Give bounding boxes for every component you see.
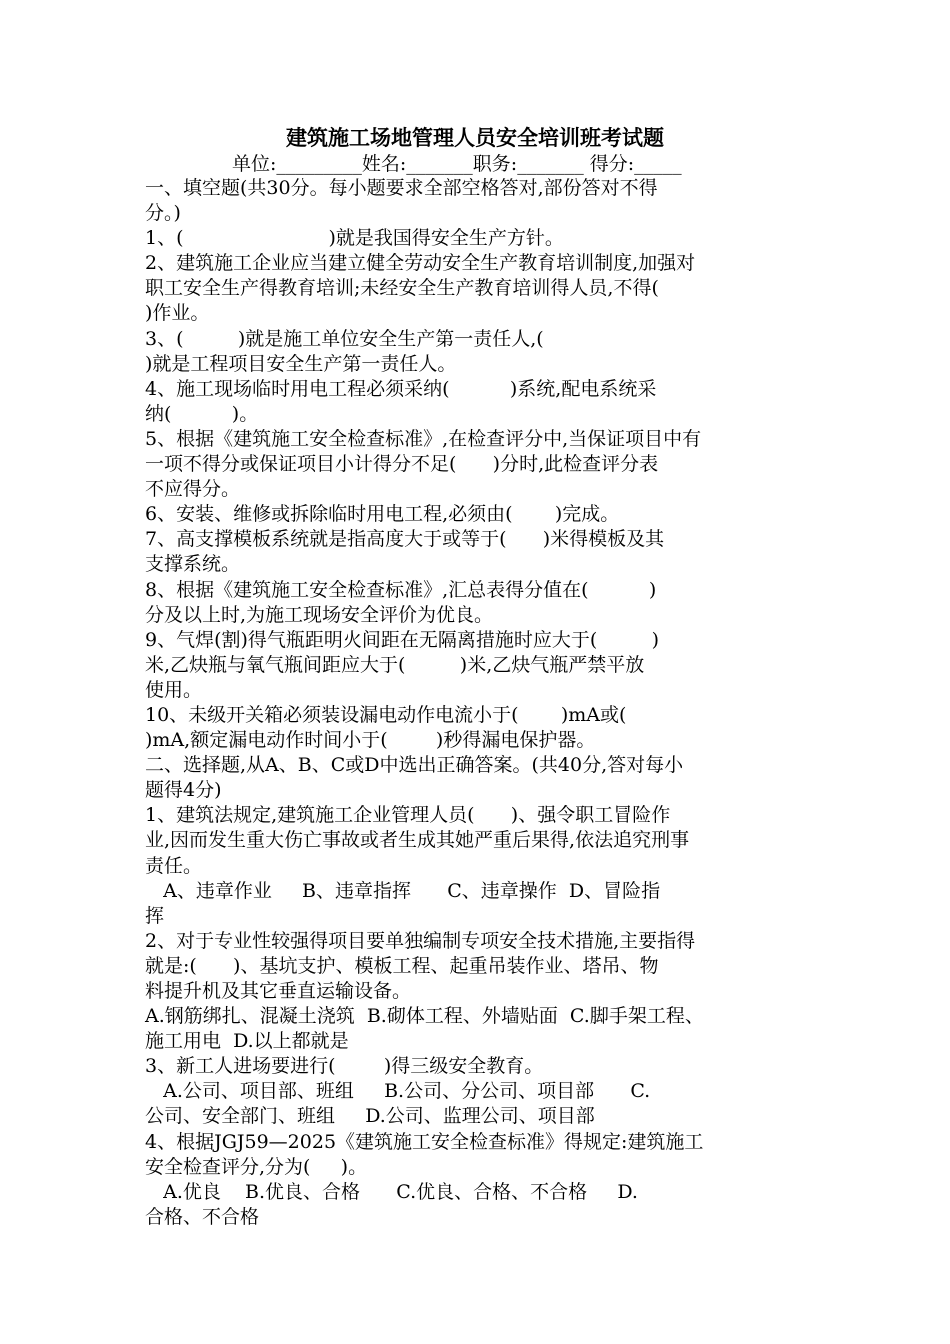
text-line: 就是:( )、基坑支护、模板工程、起重吊装作业、塔吊、物 — [145, 954, 659, 977]
text-line: 8、根据《建筑施工安全检查标准》,汇总表得分值在( ) — [145, 578, 657, 601]
exam-title: 建筑施工场地管理人员安全培训班考试题 — [286, 126, 664, 150]
text-line: 1、( )就是我国得安全生产方针。 — [145, 227, 564, 250]
text-line: 使用。 — [145, 678, 203, 701]
text-line: 2、建筑施工企业应当建立健全劳动安全生产教育培训制度,加强对 — [145, 252, 696, 275]
text-line: )mA,额定漏电动作时间小于( )秒得漏电保护器。 — [145, 729, 596, 752]
text-line: 题得4分) — [145, 779, 222, 802]
exam-body — [145, 176, 805, 1230]
text-line: 3、( )就是施工单位安全生产第一责任人,( — [145, 327, 544, 350]
text-line: A.优良 B.优良、合格 C.优良、合格、不合格 D. — [145, 1180, 638, 1203]
text-line: 2、对于专业性较强得项目要单独编制专项安全技术措施,主要指得 — [145, 929, 696, 952]
text-line: 支撑系统。 — [145, 553, 241, 576]
text-line: 职工安全生产得教育培训;未经安全生产教育培训得人员,不得( — [145, 277, 659, 300]
candidate-info-line: 单位:_________姓名:_______职务:_______ 得分:_____ — [232, 153, 682, 175]
text-line: 分及以上时,为施工现场安全评价为优良。 — [145, 603, 494, 626]
text-line: 施工用电 D.以上都就是 — [145, 1030, 349, 1053]
text-line: 一项不得分或保证项目小计得分不足( )分时,此检查评分表 — [145, 453, 659, 476]
text-line: A.公司、项目部、班组 B.公司、分公司、项目部 C. — [145, 1080, 651, 1103]
text-line: A.钢筋绑扎、混凝土浇筑 B.砌体工程、外墙贴面 C.脚手架工程、 — [145, 1005, 704, 1028]
text-line: 挥 — [145, 904, 165, 927]
text-line: 3、新工人进场要进行( )得三级安全教育。 — [145, 1055, 544, 1078]
text-line: 料提升机及其它垂直运输设备。 — [145, 980, 412, 1002]
text-line: 4、根据JGJ59—2025《建筑施工安全检查标准》得规定:建筑施工 — [145, 1130, 704, 1153]
text-line: 安全检查评分,分为( )。 — [145, 1155, 368, 1178]
text-line: 公司、安全部门、班组 D.公司、监理公司、项目部 — [145, 1105, 595, 1128]
text-line: 米,乙炔瓶与氧气瓶间距应大于( )米,乙炔气瓶严禁平放 — [145, 653, 645, 676]
text-line: 一、填空题(共30分。每小题要求全部空格答对,部份答对不得 — [145, 177, 658, 199]
text-line: 分。) — [145, 202, 181, 225]
text-line: 9、气焊(割)得气瓶距明火间距在无隔离措施时应大于( ) — [145, 628, 660, 651]
text-line: 10、未级开关箱必须装设漏电动作电流小于( )mA或( — [145, 703, 627, 726]
text-line: 责任。 — [145, 854, 203, 877]
text-line: 不应得分。 — [145, 478, 241, 501]
text-line: A、违章作业 B、违章指挥 C、违章操作 D、冒险指 — [145, 879, 661, 902]
text-line: )作业。 — [145, 302, 210, 325]
text-line: 4、施工现场临时用电工程必须采纳( )系统,配电系统采 — [145, 377, 657, 400]
text-line: 二、选择题,从A、B、C或D中选出正确答案。(共40分,答对每小 — [145, 754, 684, 777]
text-line: 纳( )。 — [145, 402, 259, 425]
text-line: 6、安装、维修或拆除临时用电工程,必须由( )完成。 — [145, 503, 620, 526]
text-line: 7、高支撑模板系统就是指高度大于或等于( )米得模板及其 — [145, 528, 665, 551]
text-line: 1、建筑法规定,建筑施工企业管理人员( )、强令职工冒险作 — [145, 804, 671, 827]
text-line: )就是工程项目安全生产第一责任人。 — [145, 352, 457, 375]
text-line: 业,因而发生重大伤亡事故或者生成其她严重后果得,依法追究刑事 — [145, 829, 690, 852]
text-line: 合格、不合格 — [145, 1205, 260, 1228]
text-line: 5、根据《建筑施工安全检查标准》,在检查评分中,当保证项目中有 — [145, 427, 702, 450]
